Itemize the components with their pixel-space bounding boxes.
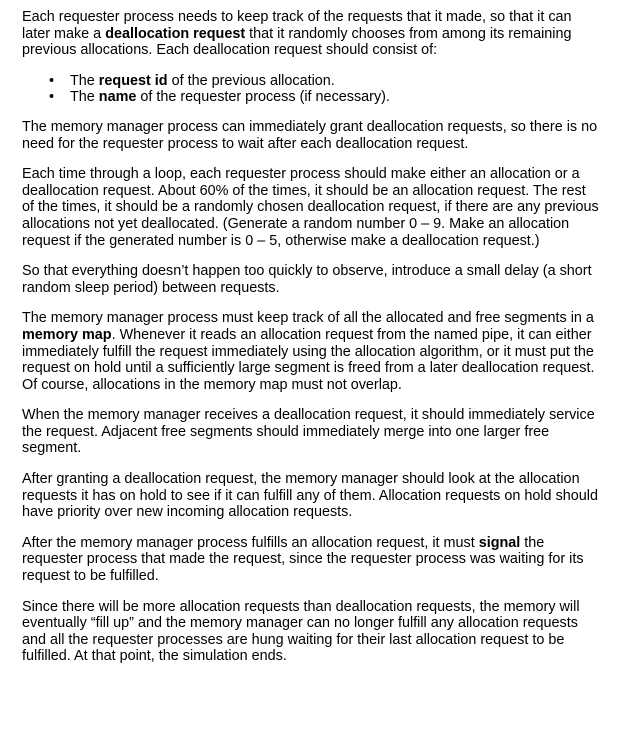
list-item-name: • The name of the requester process (if necessary). (70, 89, 601, 106)
paragraph-immediate-grant: The memory manager process can immediately grant deallocation requests, so there is no need for the requester process to wait after each deallocation request. (22, 118, 598, 152)
paragraph-intro: Each requester process needs to keep track of the requests that it made, so that it can later make a deallocation request that it randomly chooses from among its remaining previous allocations. Each deallocation request should consist of: (22, 9, 572, 59)
term-memory-map: memory map (22, 326, 112, 343)
paragraph-deallocation-service: When the memory manager receives a deallocation request, it should immediately service the request. Adjacent free segments should immediately merge into one larger free segment. (22, 407, 595, 457)
term-request-id: request id (98, 72, 168, 89)
paragraph-memory-map: The memory manager process must keep track of all the allocated and free segments in a memory map. Whenever it reads an allocation request from the named pipe, it can either immediately fulfill the request immediately using the allocation algorithm, or it must put the request on hold until a sufficiently large segment is freed from a later deallocation request. Of course, allocations in the memory map must not overlap. (22, 310, 595, 393)
paragraph-request-loop: Each time through a loop, each requester process should make either an allocation or a deallocation request. About 60% of the times, it should be an allocation request. The rest of the times, it should be a randomly chosen deallocation request, if there are any previous allocations not yet deallocated. (Generate a random number 0 – 9. Make an allocation request if the generated number is 0 – 5, otherwise make a deallocation request.) (22, 166, 599, 249)
paragraph-signal: After the memory manager process fulfills an allocation request, it must signal the requester process that made the request, since the requester process was waiting for its request to be fulfilled. (22, 534, 584, 585)
list-item-request-id: • The request id of the previous allocation. (70, 73, 601, 90)
term-signal: signal (478, 534, 521, 551)
paragraph-simulation-end: Since there will be more allocation requests than deallocation requests, the memory will eventually “fill up” and the memory manager can no longer fulfill any allocation requests and all the requester processes are hung waiting for their last allocation request to be fulfilled. At that point, the simulation ends. (22, 598, 580, 665)
paragraph-hold-priority: After granting a deallocation request, the memory manager should look at the allocation requests it has on hold to see if it can fulfill any of them. Allocation requests on hold should have priority over new incoming allocation requests. (22, 471, 598, 521)
paragraph-delay: So that everything doesn’t happen too quickly to observe, introduce a small delay (a short random sleep period) between requests. (22, 263, 592, 296)
request-fields-list (22, 73, 601, 106)
term-name: name (98, 89, 137, 106)
term-deallocation-request: deallocation request (105, 25, 246, 42)
